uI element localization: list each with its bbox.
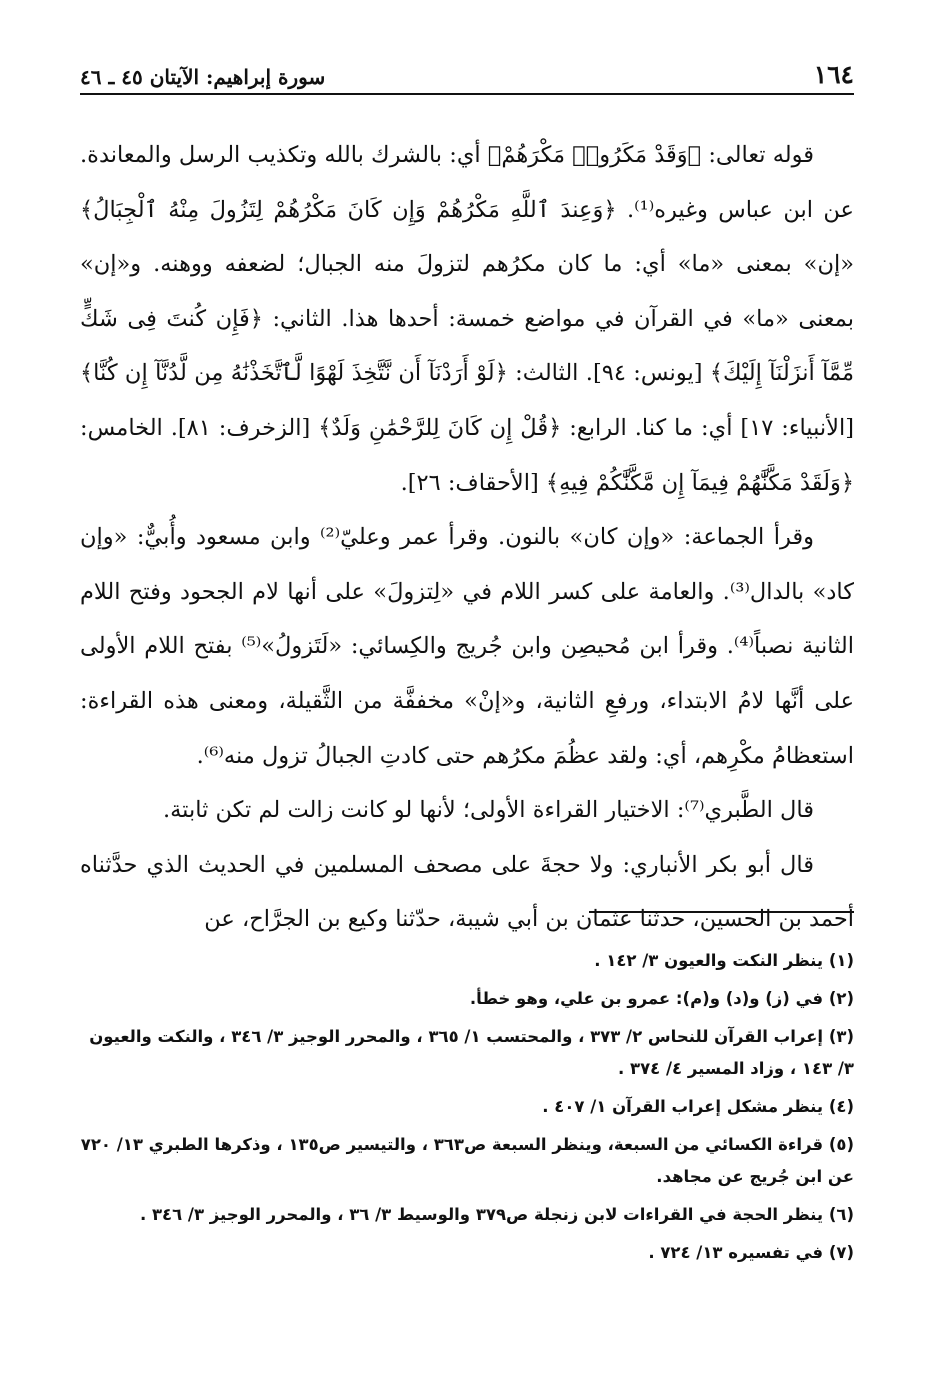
footnotes — [80, 945, 854, 1275]
running-title: سورة إبراهيم: الآيتان ٤٥ ـ ٤٦ — [80, 65, 326, 89]
footnote-3: (٣) إعراب القرآن للنحاس ٢/ ٣٧٣ ، والمحتسب ١/ ٣٦٥ ، والمحرر الوجيز ٣/ ٣٤٦ ، والنكت والعيون ٣/ ١٤٣ ، وزاد المسير ٤/ ٣٧٤ . — [89, 1027, 854, 1078]
footnote-4: (٤) ينظر مشكل إعراب القرآن ١/ ٤٠٧ . — [542, 1097, 854, 1116]
footnote-separator — [589, 911, 854, 913]
footnote-6: (٦) ينظر الحجة في القراءات لابن زنجلة ص٣٧٩ والوسيط ٣/ ٣٦ ، والمحرر الوجيز ٣/ ٣٤٦ . — [139, 1205, 854, 1224]
footnote-5: (٥) قراءة الكسائي من السبعة، وينظر السبعة ص٣٦٣ ، والتيسير ص١٣٥ ، وذكرها الطبري ١٣/ ٧٢٠ عن ابن جُريج عن مجاهد. — [80, 1135, 854, 1186]
paragraph-4: قال أبو بكر الأنباري: ولا حجةَ على مصحف المسلمين في الحديث الذي حدَّثناه أحمد بن الحسين، حدثنا عثمان بن أبي شيبة، حدّثنا وكيع بن الجرَّاح، عن — [80, 851, 854, 933]
paragraph-1: قوله تعالى: ﴿وَقَدْ مَكَرُوا۟ مَكْرَهُمْ﴾ أي: بالشرك بالله وتكذيب الرسل والمعاندة. عن ابن عباس وغيره⁽¹⁾. ﴿وَعِندَ ٱللَّهِ مَكْرُهُمْ وَإِن كَانَ مَكْرُهُمْ لِتَزُولَ مِنْهُ ٱلْجِبَالُ﴾ «إن» بمعنى «ما» أي: ما كان مكرُهم لتزولَ منه الجبال؛ لضعفه ووهنه. و«إن» بمعنى «ما» في القرآن في مواضع خمسة: أحدها هذا. الثاني: ﴿فَإِن كُنتَ فِى شَكٍّ مِّمَّآ أَنزَلْنَآ إِلَيْكَ﴾ [يونس: ٩٤]. الثالث: ﴿لَوْ أَرَدْنَآ أَن نَّتَّخِذَ لَهْوًا لَّٱتَّخَذْنَٰهُ مِن لَّدُنَّآ إِن كُنَّا﴾ [الأنبياء: ١٧] أي: ما كنا. الرابع: ﴿قُلْ إِن كَانَ لِلرَّحْمَٰنِ وَلَدٌ﴾ [الزخرف: ٨١]. الخامس: ﴿وَلَقَدْ مَكَّنَّٰهُمْ فِيمَآ إِن مَّكَّنَّٰكُمْ فِيهِ﴾ [الأحقاف: ٢٦]. — [80, 142, 855, 496]
main-text — [80, 128, 854, 947]
paragraph-2: وقرأ الجماعة: «وإن كان» بالنون. وقرأ عمر وعليّ⁽²⁾ وابن مسعود وأُبيٌّ: «وإن كاد» بالدال⁽³⁾. والعامة على كسر اللام في «لِتزولَ» على أنها لام الجحود وفتح اللام الثانية نصباً⁽⁴⁾. وقرأ ابن مُحيصِن وابن جُريج والكِسائي: «لَتَزولُ»⁽⁵⁾ بفتح اللام الأولى على أنَّها لامُ الابتداء، ورفعِ الثانية، و«إنْ» مخففَّة من الثَّقيلة، ومعنى هذه القراءة: استعظامُ مكْرِهم، أي: ولقد عظُمَ مكرُهم حتى كادتِ الجبالُ تزول منه⁽⁶⁾. — [80, 524, 855, 769]
footnote-2: (٢) في (ز) و(د) و(م): عمرو بن علي، وهو خطأ. — [469, 989, 854, 1008]
footnote-1: (١) ينظر النكت والعيون ٣/ ١٤٢ . — [594, 951, 854, 970]
footnote-7: (٧) في تفسيره ١٣/ ٧٢٤ . — [648, 1243, 854, 1262]
page-header — [80, 55, 854, 95]
paragraph-3: قال الطَّبري⁽⁷⁾: الاختيار القراءة الأولى؛ لأنها لو كانت زالت لم تكن ثابتة. — [162, 797, 814, 824]
page-number: ١٦٤ — [813, 60, 854, 89]
